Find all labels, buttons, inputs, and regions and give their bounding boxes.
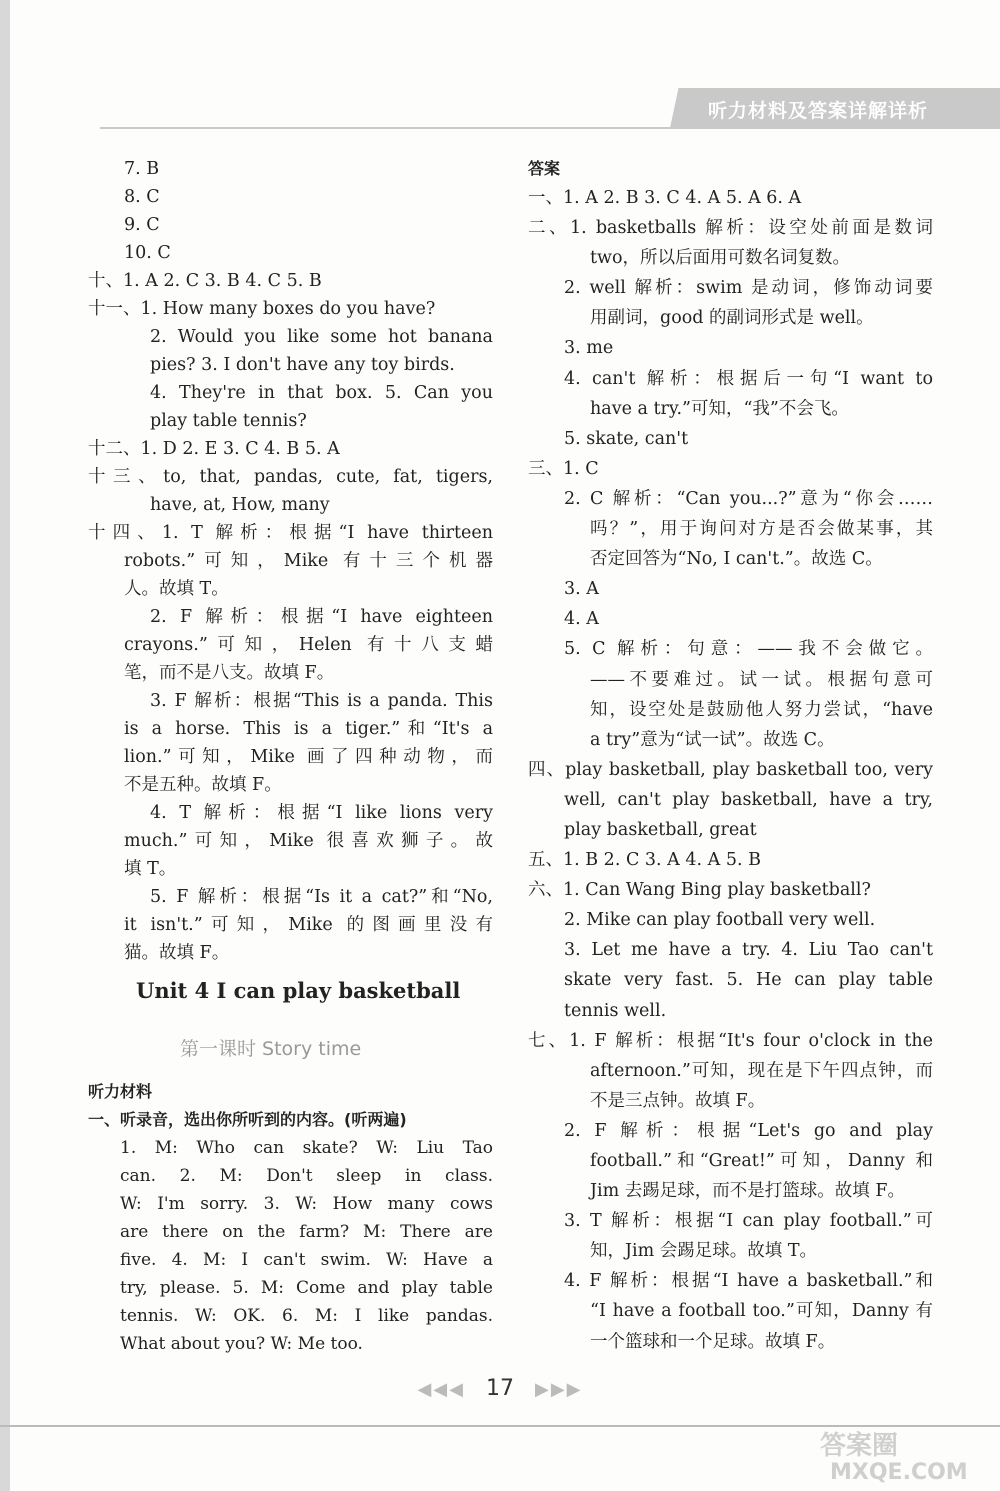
text-line: 8. C (124, 187, 160, 207)
text-line: is a horse. This is a tiger.”和“It's a (124, 719, 493, 739)
text-line: 4. A (564, 609, 599, 630)
text-line: 十四、1. T 解析：根据“I have thirteen (88, 523, 493, 543)
listening-lines (88, 1106, 493, 1358)
left-answer-column (88, 155, 493, 967)
text-line: 十一、1. How many boxes do you have? (88, 299, 436, 319)
text-line: 5. skate, can't (564, 428, 689, 449)
text-line: 4. can't 解析：根据后一句“I want to (564, 368, 933, 389)
text-line: What about you? W: Me too. (120, 1334, 363, 1354)
text-line: 2. well 解析：swim 是动词，修饰动词要 (564, 278, 933, 299)
text-line: play basketball, great (564, 819, 757, 840)
answers-heading: 答案 (528, 159, 561, 178)
text-line: 2. F 解析：根据“Let's go and play (564, 1120, 933, 1141)
text-line: 三、1. C (528, 458, 599, 479)
text-line: 5. C 解析：句意：——我不会做它。 (564, 639, 933, 660)
text-line: 四、play basketball, play basketball too, very (528, 759, 933, 780)
text-line: a try”意为“试一试”。故选 C。 (590, 729, 835, 750)
text-line: 2. C 解析：“Can you...?”意为“你会…… (564, 488, 933, 509)
text-line: 填 T。 (124, 859, 177, 879)
text-line: 否定回答为“No, I can't.”。故选 C。 (590, 549, 883, 570)
listening-heading: 听力材料 (88, 1082, 153, 1101)
header-rule (100, 127, 1000, 129)
text-line: crayons.”可知，Helen 有十八支蜡 (124, 635, 493, 655)
text-line: 3. Let me have a try. 4. Liu Tao can't (564, 940, 933, 961)
text-line: it isn't.”可知，Mike 的图画里没有 (124, 915, 493, 935)
text-line: skate very fast. 5. He can play table (564, 970, 933, 991)
text-line: 2. F 解析：根据“I have eighteen (150, 607, 493, 627)
text-line: 一个篮球和一个足球。故填 F。 (590, 1331, 836, 1352)
text-line: have a try.”可知，“我”不会飞。 (590, 398, 849, 419)
text-line: play table tennis? (150, 411, 307, 431)
text-line: 用副词，good 的副词形式是 well。 (590, 308, 874, 329)
text-line: football.”和“Great!”可知，Danny 和 (590, 1151, 933, 1171)
listening-section (88, 1078, 493, 1358)
right-answer-column (528, 155, 933, 1357)
text-line: 人。故填 T。 (124, 579, 229, 599)
page-footer (0, 1376, 1000, 1401)
next-arrows-icon: ▶▶▶ (535, 1379, 583, 1400)
text-line: try, please. 5. M: Come and play table (120, 1278, 493, 1298)
text-line: 10. C (124, 243, 171, 263)
text-line: 知，设空处是鼓励他人努力尝试，“have (590, 699, 933, 720)
text-line: 7. B (124, 159, 160, 179)
text-line: 十二、1. D 2. E 3. C 4. B 5. A (88, 439, 340, 459)
text-line: much.”可知，Mike 很喜欢狮子。故 (124, 831, 493, 851)
text-line: 2. Would you like some hot banana (150, 327, 493, 347)
text-line: W: I'm sorry. 3. W: How many cows (120, 1194, 493, 1214)
text-line: Jim 去踢足球，而不是打篮球。故填 F。 (590, 1181, 905, 1202)
text-line: are there on the farm? M: There are (120, 1222, 493, 1242)
text-line: 不是三点钟。故填 F。 (590, 1090, 766, 1111)
text-line: afternoon.”可知，现在是下午四点钟，而 (590, 1060, 933, 1081)
text-line: 1. M: Who can skate? W: Liu Tao (120, 1138, 493, 1158)
page-binding-edge (0, 0, 10, 1491)
text-line: 5. F 解析：根据“Is it a cat?”和“No, (150, 887, 493, 907)
text-line: 3. F 解析：根据“This is a panda. This (150, 691, 493, 711)
text-line: 十三、to, that, pandas, cute, fat, tigers, (88, 467, 493, 487)
text-line: tennis well. (564, 1000, 667, 1021)
text-line: 4. F 解析：根据“I have a basketball.”和 (564, 1271, 933, 1292)
watermark-url: MXQE.COM (830, 1460, 968, 1485)
text-line: 五、1. B 2. C 3. A 4. A 5. B (528, 850, 761, 871)
text-line: 4. T 解析：根据“I like lions very (150, 803, 493, 823)
text-line: 笔，而不是八支。故填 F。 (124, 663, 335, 683)
text-line: 十、1. A 2. C 3. B 4. C 5. B (88, 271, 322, 291)
text-line: 六、1. Can Wang Bing play basketball? (528, 880, 871, 901)
text-line: 不是五种。故填 F。 (124, 775, 282, 795)
text-line: pies? 3. I don't have any toy birds. (150, 355, 455, 375)
text-line: lion.”可知，Mike 画了四种动物，而 (124, 747, 493, 767)
text-line: robots.”可知，Mike 有十三个机器 (124, 551, 493, 571)
text-line: five. 4. M: I can't swim. W: Have a (120, 1250, 493, 1270)
lesson-title: 第一课时 Story time (180, 1038, 362, 1060)
text-line: 4. They're in that box. 5. Can you (150, 383, 493, 403)
text-line: have, at, How, many (150, 495, 330, 515)
unit-title: Unit 4 I can play basketball (136, 978, 461, 1003)
header-title: 听力材料及答案详解详析 (708, 100, 929, 122)
text-line: two，所以后面用可数名词复数。 (590, 248, 851, 269)
watermark-logo: 答案圈 (820, 1431, 899, 1461)
text-line: 一、听录音，选出你所听到的内容。(听两遍) (88, 1110, 407, 1129)
text-line: can. 2. M: Don't sleep in class. (120, 1166, 493, 1186)
text-line: ——不要难过。试一试。根据句意可 (590, 669, 933, 690)
text-line: 七、1. F 解析：根据“It's four o'clock in the (528, 1030, 933, 1051)
text-line: 3. me (564, 338, 614, 359)
text-line: “I have a football too.”可知，Danny 有 (590, 1301, 933, 1322)
text-line: 2. Mike can play football very well. (564, 910, 876, 931)
text-line: 3. T 解析：根据“I can play football.”可 (564, 1211, 933, 1232)
text-line: 知，Jim 会踢足球。故填 T。 (590, 1241, 818, 1262)
text-line: 二、1. basketballs 解析：设空处前面是数词 (528, 218, 933, 239)
text-line: tennis. W: OK. 6. M: I like pandas. (120, 1306, 493, 1326)
text-line: 猫。故填 F。 (124, 943, 230, 963)
text-line: well, can't play basketball, have a try, (564, 789, 933, 810)
prev-arrows-icon: ◀◀◀ (417, 1379, 465, 1400)
page-number: 17 (486, 1376, 514, 1401)
text-line: 9. C (124, 215, 160, 235)
right-answer-lines (528, 183, 933, 1357)
text-line: 3. A (564, 579, 599, 600)
text-line: 一、1. A 2. B 3. C 4. A 5. A 6. A (528, 188, 802, 208)
text-line: 吗？”，用于询问对方是否会做某事，其 (590, 519, 933, 540)
